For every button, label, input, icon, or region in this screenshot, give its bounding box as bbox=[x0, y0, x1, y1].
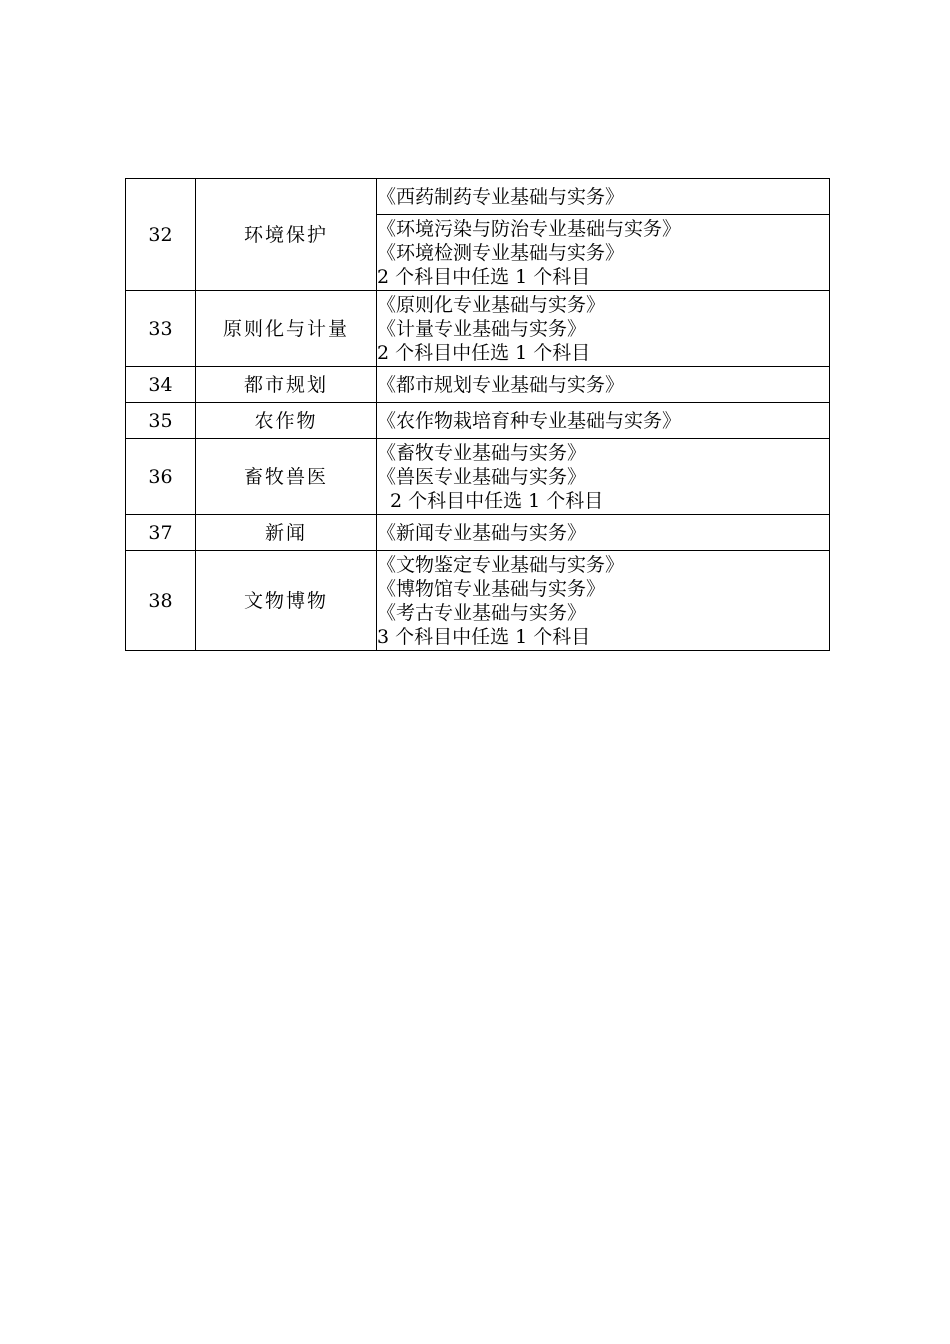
subject-note: 2 个科目中任选 1 个科目 bbox=[377, 341, 591, 364]
subject-line: 《畜牧专业基础与实务》 bbox=[377, 441, 587, 464]
row-number: 38 bbox=[126, 551, 196, 651]
subject-cell bbox=[377, 515, 830, 551]
specialty-name: 文物博物 bbox=[196, 551, 377, 651]
row-number: 37 bbox=[126, 515, 196, 551]
table-row bbox=[126, 179, 830, 215]
specialty-name: 新闻 bbox=[196, 515, 377, 551]
specialty-name: 农作物 bbox=[196, 403, 377, 439]
specialty-name: 环境保护 bbox=[196, 179, 377, 291]
subject-line: 《计量专业基础与实务》 bbox=[377, 317, 587, 340]
subject-cell bbox=[377, 179, 830, 215]
table-row bbox=[126, 367, 830, 403]
row-number: 34 bbox=[126, 367, 196, 403]
table-row bbox=[126, 439, 830, 515]
subject-note: 2 个科目中任选 1 个科目 bbox=[390, 489, 604, 512]
subject-line: 《文物鉴定专业基础与实务》 bbox=[377, 553, 625, 576]
subject-line: 《原则化专业基础与实务》 bbox=[377, 293, 606, 316]
subject-line: 《都市规划专业基础与实务》 bbox=[377, 373, 625, 396]
subject-cell bbox=[377, 551, 830, 651]
subject-table bbox=[125, 178, 830, 651]
table-row bbox=[126, 403, 830, 439]
subject-cell bbox=[377, 291, 830, 367]
specialty-name: 原则化与计量 bbox=[196, 291, 377, 367]
specialty-name: 都市规划 bbox=[196, 367, 377, 403]
subject-line: 《兽医专业基础与实务》 bbox=[377, 465, 587, 488]
row-number: 36 bbox=[126, 439, 196, 515]
subject-line: 《环境检测专业基础与实务》 bbox=[377, 241, 625, 264]
subject-note: 3 个科目中任选 1 个科目 bbox=[377, 625, 591, 648]
row-number: 33 bbox=[126, 291, 196, 367]
subject-cell bbox=[377, 403, 830, 439]
subject-cell bbox=[377, 367, 830, 403]
subject-line: 《博物馆专业基础与实务》 bbox=[377, 577, 606, 600]
subject-line: 《农作物栽培育种专业基础与实务》 bbox=[377, 409, 682, 432]
row-number: 35 bbox=[126, 403, 196, 439]
table-row bbox=[126, 291, 830, 367]
specialty-name: 畜牧兽医 bbox=[196, 439, 377, 515]
table-row bbox=[126, 515, 830, 551]
subject-line: 《环境污染与防治专业基础与实务》 bbox=[377, 217, 682, 240]
subject-line: 《考古专业基础与实务》 bbox=[377, 601, 587, 624]
row-number: 32 bbox=[126, 179, 196, 291]
subject-cell bbox=[377, 439, 830, 515]
table-row bbox=[126, 551, 830, 651]
subject-note: 2 个科目中任选 1 个科目 bbox=[377, 265, 591, 288]
subject-cell bbox=[377, 215, 830, 291]
subject-line: 《西药制药专业基础与实务》 bbox=[377, 185, 625, 208]
subject-line: 《新闻专业基础与实务》 bbox=[377, 521, 587, 544]
